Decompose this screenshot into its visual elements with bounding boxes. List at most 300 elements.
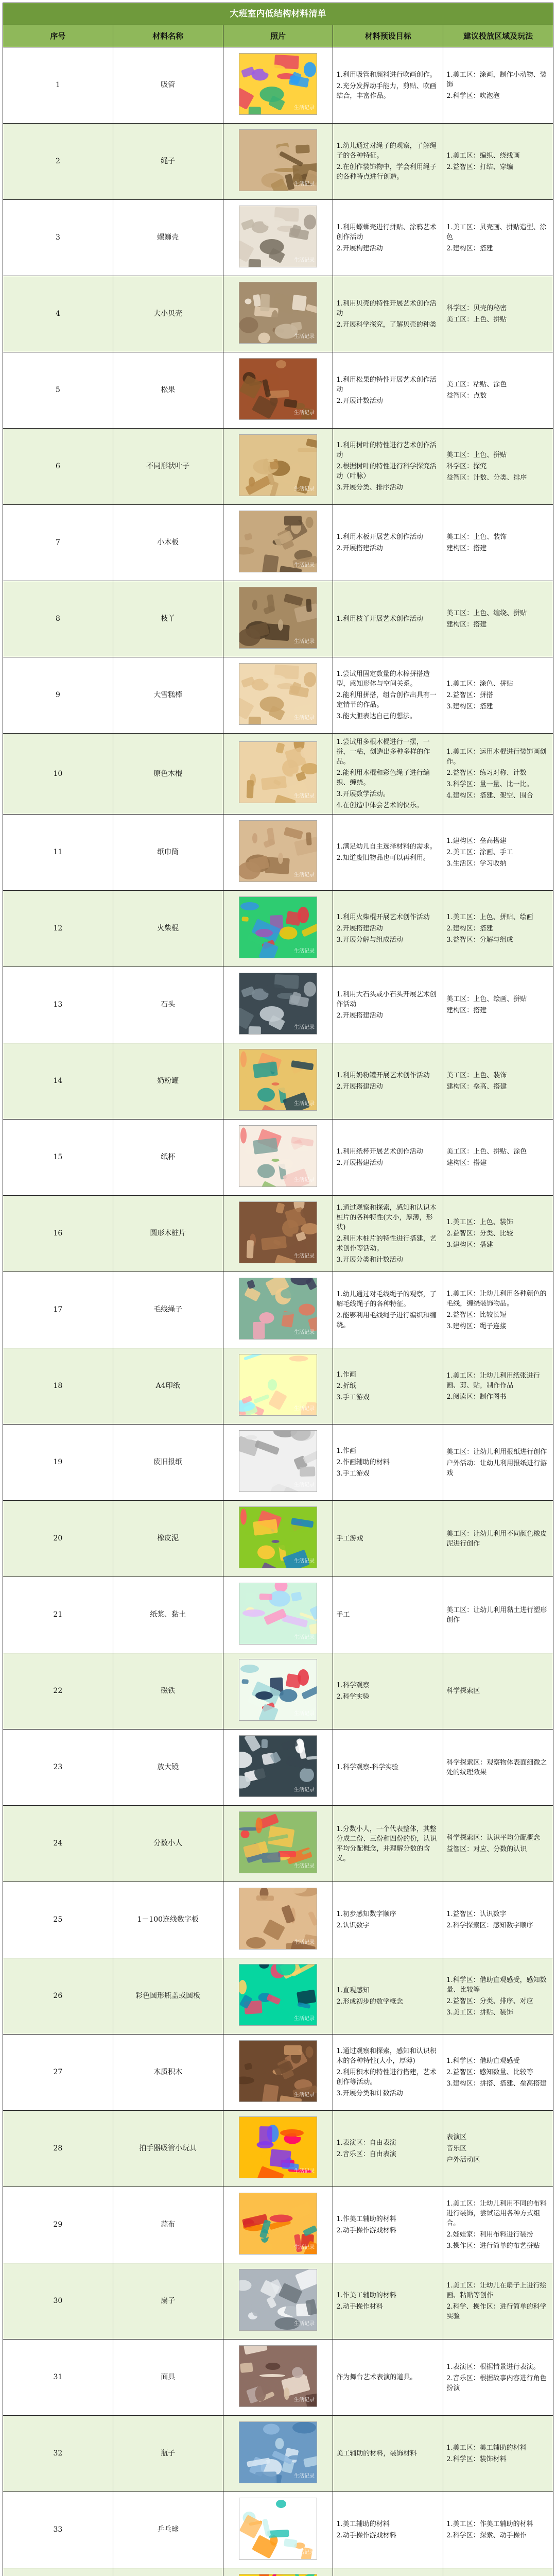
material-name: 1－100连线数字板 xyxy=(113,1882,223,1958)
watermark-text: 生活记录 xyxy=(293,2320,315,2327)
goal-line: 2.动手操作游戏材料 xyxy=(336,2532,396,2539)
goal-line: 2.根据树叶的特性进行科学探究活动（叶脉） xyxy=(336,463,437,480)
play-line: 1.美工区：让幼儿在扇子上进行绘画、粘贴等创作 xyxy=(446,2282,547,2299)
play-cell xyxy=(443,1730,553,1806)
material-photo xyxy=(239,663,317,725)
play-cell xyxy=(443,2492,553,2568)
table-row xyxy=(3,967,553,1043)
goal-cell xyxy=(333,2035,443,2111)
play-line: 2.益智区：拼搭 xyxy=(446,691,493,699)
table-row xyxy=(3,891,553,967)
table-row xyxy=(3,1577,553,1653)
photo-cell xyxy=(223,581,333,657)
header-row xyxy=(3,25,553,47)
table-row xyxy=(3,276,553,352)
goal-line: 1.幼儿通过对绳子的观察，了解绳子的各种特征。 xyxy=(336,142,437,160)
material-name: 螺蛳壳 xyxy=(113,200,223,276)
watermark-text: 生活记录 xyxy=(293,1024,315,1030)
row-number: 10 xyxy=(3,734,113,815)
watermark-text: 生活记录 xyxy=(293,1100,315,1107)
watermark-text: 生活记录 xyxy=(293,2397,315,2403)
play-line: 1.表演区：根据情景进行表演。 xyxy=(446,2363,540,2371)
row-number: 18 xyxy=(3,1348,113,1425)
goal-line: 1.利用火柴棍开展艺术创作活动 xyxy=(336,913,430,921)
watermark-text: 生活记录 xyxy=(293,638,315,645)
row-number: 9 xyxy=(3,657,113,734)
photo-cell xyxy=(223,1196,333,1272)
goal-cell xyxy=(333,352,443,429)
goal-line: 2.开展计数活动 xyxy=(336,397,383,405)
material-name: 纸杯 xyxy=(113,1120,223,1196)
material-name: 纸巾筒 xyxy=(113,815,223,891)
play-cell xyxy=(443,967,553,1043)
material-name: 废旧报纸 xyxy=(113,1425,223,1501)
play-cell xyxy=(443,2263,553,2340)
watermark-text: 生活记录 xyxy=(293,872,315,878)
material-name xyxy=(113,2568,223,2576)
play-line: 3.生活区：学习收纳 xyxy=(446,860,507,868)
watermark-text: 生活记录 xyxy=(293,486,315,492)
row-number: 33 xyxy=(3,2492,113,2568)
material-name: 松果 xyxy=(113,352,223,429)
play-line: 美工区：粘贴、涂色 xyxy=(446,381,507,388)
play-cell xyxy=(443,1806,553,1882)
goal-cell xyxy=(333,429,443,505)
material-name: 绳子 xyxy=(113,124,223,200)
play-line: 1.美工区：贝壳画、拼贴造型、涂色 xyxy=(446,223,547,241)
material-name: 拍手器吸管小玩具 xyxy=(113,2111,223,2187)
play-line: 美工区：上色、缠绕、拼贴 xyxy=(446,609,527,617)
watermark-text: 生活记录 xyxy=(293,1710,315,1717)
play-line: 2.益智区：练习对称、计数 xyxy=(446,769,527,777)
goal-cell xyxy=(333,734,443,815)
play-line: 1.美工区：让幼儿利用纸张进行画、剪、贴，制作作品 xyxy=(446,1371,540,1389)
row-number: 6 xyxy=(3,429,113,505)
play-line: 2.科学探索区：感知数字顺序 xyxy=(446,1922,533,1929)
material-name: 吸管 xyxy=(113,47,223,124)
play-line: 科学探索区：认识平均分配概念 xyxy=(446,1834,541,1842)
table-row xyxy=(3,581,553,657)
material-photo xyxy=(239,282,317,344)
play-line: 3.建构区：绳子连接 xyxy=(446,1322,507,1330)
document-page xyxy=(3,3,553,2576)
play-cell xyxy=(443,2187,553,2263)
material-name: 面具 xyxy=(113,2340,223,2416)
row-number: 7 xyxy=(3,505,113,581)
play-line: 美工区：上色、绘画、拼贴 xyxy=(446,995,527,1003)
material-name: 原色木棍 xyxy=(113,734,223,815)
photo-cell xyxy=(223,734,333,815)
table-row xyxy=(3,2340,553,2416)
material-name: 彩色圆形瓶盖或圆板 xyxy=(113,1958,223,2035)
watermark-text: 生活记录 xyxy=(293,948,315,954)
row-number: 13 xyxy=(3,967,113,1043)
goal-cell xyxy=(333,2111,443,2187)
goal-cell xyxy=(333,2416,443,2492)
goal-cell xyxy=(333,2568,443,2576)
row-number: 4 xyxy=(3,276,113,352)
goal-line: 1.初步感知数字顺序 xyxy=(336,1910,396,1918)
play-cell xyxy=(443,1043,553,1120)
goal-cell xyxy=(333,1577,443,1653)
material-photo xyxy=(239,511,317,572)
table-row xyxy=(3,1348,553,1425)
table-row xyxy=(3,200,553,276)
material-photo xyxy=(239,1354,317,1416)
goal-line: 1.利用奶粉罐开展艺术创作活动 xyxy=(336,1072,430,1079)
watermark-text: 生活记录 xyxy=(293,1405,315,1412)
photo-cell xyxy=(223,2416,333,2492)
play-cell xyxy=(443,581,553,657)
play-cell xyxy=(443,429,553,505)
watermark-text: 生活记录 xyxy=(293,105,315,111)
play-cell xyxy=(443,2416,553,2492)
goal-line: 2.充分发挥动手能力，剪贴、吹画结合，丰富作品。 xyxy=(336,82,437,100)
table-row xyxy=(3,657,553,734)
material-name: 火柴棍 xyxy=(113,891,223,967)
material-name: 放大镜 xyxy=(113,1730,223,1806)
photo-cell xyxy=(223,505,333,581)
material-name: 乒乓球 xyxy=(113,2492,223,2568)
watermark-text: 生活记录 xyxy=(293,2244,315,2250)
material-name: 扇子 xyxy=(113,2263,223,2340)
watermark-text: 生活记录 xyxy=(293,2015,315,2022)
material-name: 磁铁 xyxy=(113,1653,223,1730)
goal-line: 1.利用大石头或小石头开展艺术创作活动 xyxy=(336,990,437,1008)
goal-line: 3.能大胆表达自己的想法。 xyxy=(336,713,416,720)
materials-table xyxy=(3,3,553,2576)
photo-cell xyxy=(223,1806,333,1882)
row-number: 14 xyxy=(3,1043,113,1120)
row-number: 5 xyxy=(3,352,113,429)
goal-line: 1.美工辅助的材料 xyxy=(336,2520,390,2528)
material-photo xyxy=(239,1049,317,1111)
row-number: 17 xyxy=(3,1272,113,1348)
goal-line: 作为舞台艺术表演的道具。 xyxy=(336,2374,417,2381)
play-cell xyxy=(443,1653,553,1730)
play-cell xyxy=(443,1348,553,1425)
goal-line: 2.能利用木棍和彩色绳子进行编织、缠绕。 xyxy=(336,769,430,787)
table-row xyxy=(3,47,553,124)
goal-line: 3.开展分类和计数活动 xyxy=(336,1256,403,1264)
goal-line: 手工 xyxy=(336,1611,350,1619)
goal-line: 2.开展搭建活动 xyxy=(336,1083,383,1091)
play-line: 1.美工区：涂画，制作小动物、装饰 xyxy=(446,71,547,89)
table-row xyxy=(3,429,553,505)
watermark-text: 生活记录 xyxy=(293,333,315,340)
play-line: 2.音乐区：根据故事内容进行角色扮演 xyxy=(446,2374,547,2392)
play-line: 1.美工区：美工辅助的材料 xyxy=(446,2444,527,2452)
play-line: 2.阅读区：制作图书 xyxy=(446,1393,507,1401)
material-photo xyxy=(239,1659,317,1721)
goal-line: 1.利用枝丫开展艺术创作活动 xyxy=(336,615,423,623)
watermark-text: 生活记录 xyxy=(293,1177,315,1183)
goal-line: 2.开展构建活动 xyxy=(336,244,383,252)
watermark-text: 生活记录 xyxy=(293,1329,315,1335)
goal-cell xyxy=(333,1882,443,1958)
play-cell xyxy=(443,657,553,734)
watermark-text: 生活记录 xyxy=(293,1558,315,1564)
photo-cell xyxy=(223,815,333,891)
goal-line: 2.开展科学探究，了解贝壳的种类 xyxy=(336,320,437,329)
photo-cell xyxy=(223,1120,333,1196)
play-line: 1.美工区：上色、拼贴、绘画 xyxy=(446,913,533,921)
goal-line: 2.形成初步的数学概念 xyxy=(336,1998,403,2006)
play-cell xyxy=(443,2035,553,2111)
goal-cell xyxy=(333,47,443,124)
play-line: 美工区：让幼儿利用报纸进行创作 xyxy=(446,1448,547,1456)
photo-cell xyxy=(223,891,333,967)
photo-cell xyxy=(223,1348,333,1425)
play-line: 美工区：上色、拼贴 xyxy=(446,451,507,459)
play-cell xyxy=(443,815,553,891)
play-line: 美工区：上色、拼贴 xyxy=(446,316,507,324)
play-line: 益智区：对应、分数的认识 xyxy=(446,1845,527,1853)
goal-line: 1.利用吸管和颜料进行吹画创作。 xyxy=(336,71,437,79)
photo-cell xyxy=(223,1272,333,1348)
photo-cell xyxy=(223,124,333,200)
material-photo xyxy=(239,2345,317,2407)
row-number: 11 xyxy=(3,815,113,891)
material-photo xyxy=(239,2269,317,2331)
goal-line: 2.科学实验 xyxy=(336,1693,370,1701)
play-cell xyxy=(443,1882,553,1958)
play-line: 1.美工区：编织、绕线画 xyxy=(446,152,520,160)
play-line: 科学区：贝壳的秘密 xyxy=(446,304,507,312)
watermark-text: 生活记录 xyxy=(293,793,315,799)
play-cell xyxy=(443,891,553,967)
goal-cell xyxy=(333,1043,443,1120)
goal-line: 1.科学观察 xyxy=(336,1682,370,1689)
row-number: 30 xyxy=(3,2263,113,2340)
material-photo xyxy=(239,2421,317,2483)
table-row xyxy=(3,505,553,581)
goal-line: 1.表演区：自由表演 xyxy=(336,2139,396,2147)
watermark-text: 生活记录 xyxy=(293,715,315,721)
goal-line: 1.利用螺蛳壳进行拼贴、涂鸦艺术创作活动 xyxy=(336,223,437,241)
watermark-text: 生活记录 xyxy=(293,1253,315,1259)
goal-line: 2.认识数字 xyxy=(336,1922,370,1929)
photo-cell xyxy=(223,1577,333,1653)
goal-cell xyxy=(333,2263,443,2340)
photo-cell xyxy=(223,2568,333,2576)
play-line: 2.科学区：探索、动手操作 xyxy=(446,2532,527,2539)
material-photo xyxy=(239,1506,317,1568)
row-number: 2 xyxy=(3,124,113,200)
photo-cell xyxy=(223,967,333,1043)
row-number: 28 xyxy=(3,2111,113,2187)
play-line: 建构区：垒高、搭建 xyxy=(446,1083,507,1091)
goal-line: 2.动手操作材料 xyxy=(336,2303,383,2311)
goal-cell xyxy=(333,891,443,967)
goal-cell xyxy=(333,1806,443,1882)
goal-line: 2.能利用拼搭，组合创作出具有一定情节的作品。 xyxy=(336,691,437,709)
material-photo xyxy=(239,358,317,420)
table-row xyxy=(3,2187,553,2263)
document-title: 大班室内低结构材料清单 xyxy=(3,3,553,25)
play-line: 表演区 xyxy=(446,2133,467,2141)
goal-line: 1.利用木板开展艺术创作活动 xyxy=(336,533,423,541)
watermark-text: 生活记录 xyxy=(293,2549,315,2555)
table-row xyxy=(3,1120,553,1196)
title-row xyxy=(3,3,553,25)
play-line: 科学探索区：观察物体表面细微之处的纹理效果 xyxy=(446,1758,547,1776)
photo-cell xyxy=(223,657,333,734)
photo-cell xyxy=(223,429,333,505)
play-line: 2.科学区：吹泡泡 xyxy=(446,92,500,100)
play-line: 1.美工区：运用木棍进行装饰画创作。 xyxy=(446,748,547,766)
goal-cell xyxy=(333,581,443,657)
material-photo xyxy=(239,1735,317,1797)
play-line: 1.美工区：上色、装饰 xyxy=(446,1218,513,1226)
table-row xyxy=(3,1653,553,1730)
play-line: 建构区：搭建 xyxy=(446,621,487,629)
goal-line: 1.尝试用多根木棍进行一摆，一拼，一粘，创造出多种多样的作品。 xyxy=(336,738,430,766)
goal-line: 1.直观感知 xyxy=(336,1987,370,1994)
photo-cell xyxy=(223,1653,333,1730)
play-line: 建构区：搭建 xyxy=(446,545,487,552)
goal-line: 1.科学观察-科学实验 xyxy=(336,1764,399,1771)
play-line: 2.益智区：感知数量、比较等 xyxy=(446,2069,533,2076)
play-line: 2.益智区：分类、排序、对应 xyxy=(446,1997,533,2005)
goal-line: 2.开展搭建活动 xyxy=(336,1159,383,1167)
play-line: 3.建构区：搭建 xyxy=(446,703,493,710)
row-number: 25 xyxy=(3,1882,113,1958)
material-name: 圆形木桩片 xyxy=(113,1196,223,1272)
row-number xyxy=(3,2568,113,2576)
goal-cell xyxy=(333,815,443,891)
play-line: 2.美工区：涂画、手工 xyxy=(446,849,513,856)
watermark-text: 生活记录 xyxy=(293,257,315,263)
header-name: 材料名称 xyxy=(113,25,223,47)
row-number: 20 xyxy=(3,1501,113,1577)
material-photo xyxy=(239,820,317,882)
play-line: 1.科学区：借助直观感受，感知数量、比较等 xyxy=(446,1976,547,1994)
goal-line: 1.幼儿通过对毛线绳子的观察，了解毛线绳子的各种特征。 xyxy=(336,1291,437,1308)
play-line: 2.益智区：分类、比较 xyxy=(446,1230,513,1238)
material-photo xyxy=(239,2498,317,2560)
watermark-text: 生活记录 xyxy=(293,410,315,416)
play-line: 美工区：上色、拼贴、涂色 xyxy=(446,1148,527,1156)
header-goal: 材料预设目标 xyxy=(333,25,443,47)
goal-line: 2.开展搭建活动 xyxy=(336,925,383,933)
row-number: 31 xyxy=(3,2340,113,2416)
goal-line: 3.开展分类和计数活动 xyxy=(336,2090,403,2097)
material-name: 分数小人 xyxy=(113,1806,223,1882)
play-cell xyxy=(443,1501,553,1577)
row-number: 21 xyxy=(3,1577,113,1653)
watermark-text: 生活记录 xyxy=(293,2092,315,2098)
play-line: 3.建构区：搭建 xyxy=(446,1241,493,1249)
table-row xyxy=(3,1196,553,1272)
goal-line: 1.作美工辅助的材料 xyxy=(336,2215,396,2223)
material-photo xyxy=(239,587,317,649)
goal-cell xyxy=(333,1272,443,1348)
material-photo xyxy=(239,434,317,496)
table-row xyxy=(3,352,553,429)
table-row xyxy=(3,1730,553,1806)
watermark-text: 生活记录 xyxy=(293,1634,315,1640)
material-photo xyxy=(239,741,317,803)
photo-cell xyxy=(223,1882,333,1958)
material-photo xyxy=(239,2116,317,2178)
watermark-text: 生活记录 xyxy=(293,1482,315,1488)
table-row xyxy=(3,1425,553,1501)
goal-line: 2.在创作装饰物中，学会利用绳子的各种特点进行创造。 xyxy=(336,163,437,181)
material-photo xyxy=(239,1964,317,2026)
material-name: 大雪糕棒 xyxy=(113,657,223,734)
goal-line: 2.开展搭建活动 xyxy=(336,545,383,552)
play-cell xyxy=(443,1120,553,1196)
row-number: 15 xyxy=(3,1120,113,1196)
photo-cell xyxy=(223,2035,333,2111)
goal-line: 2.开展搭建活动 xyxy=(336,1011,383,1020)
play-line: 3.益智区：分解与组成 xyxy=(446,936,513,944)
goal-cell xyxy=(333,1958,443,2035)
play-cell xyxy=(443,352,553,429)
play-line: 1.美工区：涂色、拼贴 xyxy=(446,680,513,688)
play-line: 建构区：搭建 xyxy=(446,1007,487,1014)
material-photo xyxy=(239,1278,317,1340)
goal-line: 4.在创造中体会艺术的快乐。 xyxy=(336,802,423,809)
table-row xyxy=(3,2111,553,2187)
material-name: 纸浆、黏土 xyxy=(113,1577,223,1653)
watermark-text: 生活记录 xyxy=(293,562,315,568)
play-cell xyxy=(443,124,553,200)
material-photo xyxy=(239,1888,317,1950)
play-line: 1.科学区：借助直观感受 xyxy=(446,2057,520,2065)
table-row xyxy=(3,1501,553,1577)
table-row xyxy=(3,2492,553,2568)
goal-cell xyxy=(333,276,443,352)
photo-cell xyxy=(223,1958,333,2035)
play-cell xyxy=(443,505,553,581)
table-row xyxy=(3,1958,553,2035)
material-name: 枝丫 xyxy=(113,581,223,657)
material-name: 奶粉罐 xyxy=(113,1043,223,1120)
photo-cell xyxy=(223,1425,333,1501)
play-line: 1.建构区：垒高搭建 xyxy=(446,837,507,845)
table-row xyxy=(3,124,553,200)
play-cell xyxy=(443,2111,553,2187)
watermark-text: 生活记录 xyxy=(293,2473,315,2479)
play-line: 建构区：搭建 xyxy=(446,1159,487,1167)
play-line: 科学区：探究 xyxy=(446,463,487,470)
play-line: 2.益智区：比较长短 xyxy=(446,1311,507,1319)
play-line: 3.科学区：量一量、比一比。 xyxy=(446,781,533,788)
material-photo xyxy=(239,2193,317,2255)
goal-line: 1.作画 xyxy=(336,1371,356,1379)
play-line: 美工区：上色、装饰 xyxy=(446,1072,507,1079)
play-cell xyxy=(443,1577,553,1653)
table-row xyxy=(3,2035,553,2111)
goal-line: 1.利用松果的特性开展艺术创作活动 xyxy=(336,376,437,394)
play-line: 4.建构区：搭建、架空、围合 xyxy=(446,792,533,800)
goal-line: 1.作美工辅助的材料 xyxy=(336,2292,396,2299)
play-line: 2.益智区：打结、穿编 xyxy=(446,163,513,171)
goal-cell xyxy=(333,1196,443,1272)
play-line: 科学探索区 xyxy=(446,1687,480,1695)
material-photo xyxy=(239,896,317,958)
goal-line: 2.能够利用毛线绳子进行编织和缠绕。 xyxy=(336,1312,437,1329)
photo-cell xyxy=(223,352,333,429)
material-photo xyxy=(239,1201,317,1263)
header-photo: 照片 xyxy=(223,25,333,47)
material-name: 石头 xyxy=(113,967,223,1043)
row-number: 26 xyxy=(3,1958,113,2035)
watermark-text: 生活记录 xyxy=(293,181,315,187)
row-number: 23 xyxy=(3,1730,113,1806)
